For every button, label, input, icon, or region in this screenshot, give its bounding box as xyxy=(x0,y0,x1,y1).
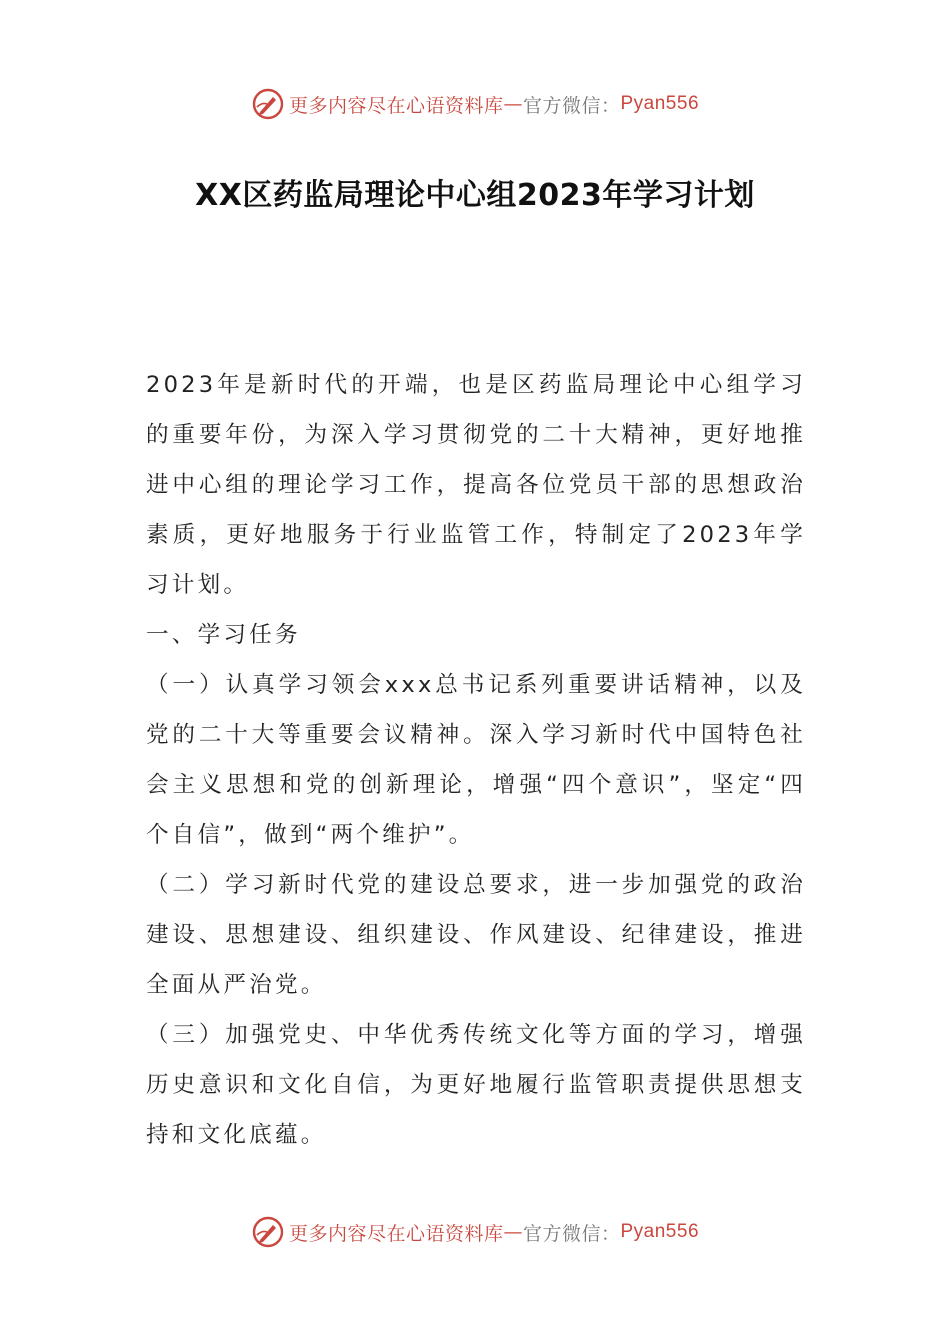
watermark-text: 更多内容尽在心语资料库 xyxy=(288,94,504,117)
pen-logo-icon xyxy=(251,1215,285,1249)
watermark-wechat-id: Pyan556 xyxy=(620,93,700,114)
watermark-wechat-id: Pyan556 xyxy=(620,1221,700,1242)
task-item-2: （二）学习新时代党的建设总要求，进一步加强党的政治建设、思想建设、组织建设、作风建设、纪律建设，推进全面从严治党。 xyxy=(146,872,806,998)
watermark-text: 更多内容尽在心语资料库 xyxy=(288,1222,504,1245)
task-item-3: （三）加强党史、中华优秀传统文化等方面的学习，增强历史意识和文化自信，为更好地履行监管职责提供思想支持和文化底蕴。 xyxy=(146,1022,806,1148)
pen-logo-icon xyxy=(251,87,285,121)
watermark-dash: — xyxy=(503,1221,523,1243)
footer-watermark xyxy=(0,1212,950,1252)
header-watermark xyxy=(0,84,950,124)
section-heading: 一、学习任务 xyxy=(146,622,301,648)
intro-paragraph: 2023年是新时代的开端，也是区药监局理论中心组学习的重要年份，为深入学习贯彻党的二十大精神，更好地推进中心组的理论学习工作，提高各位党员干部的思想政治素质，更好地服务于行业监管工作，特制定了2023年学习计划。 xyxy=(146,372,806,598)
task-item-1: （一）认真学习领会xxx总书记系列重要讲话精神，以及党的二十大等重要会议精神。深入学习新时代中国特色社会主义思想和党的创新理论，增强“四个意识”，坚定“四个自信”，做到“两个维护”。 xyxy=(146,672,806,848)
document-title: XX区药监局理论中心组2023年学习计划 xyxy=(195,178,755,213)
document-body xyxy=(146,360,806,1160)
watermark-label: 官方微信： xyxy=(522,94,621,117)
watermark-dash: — xyxy=(503,93,523,115)
watermark-label: 官方微信： xyxy=(522,1222,621,1245)
